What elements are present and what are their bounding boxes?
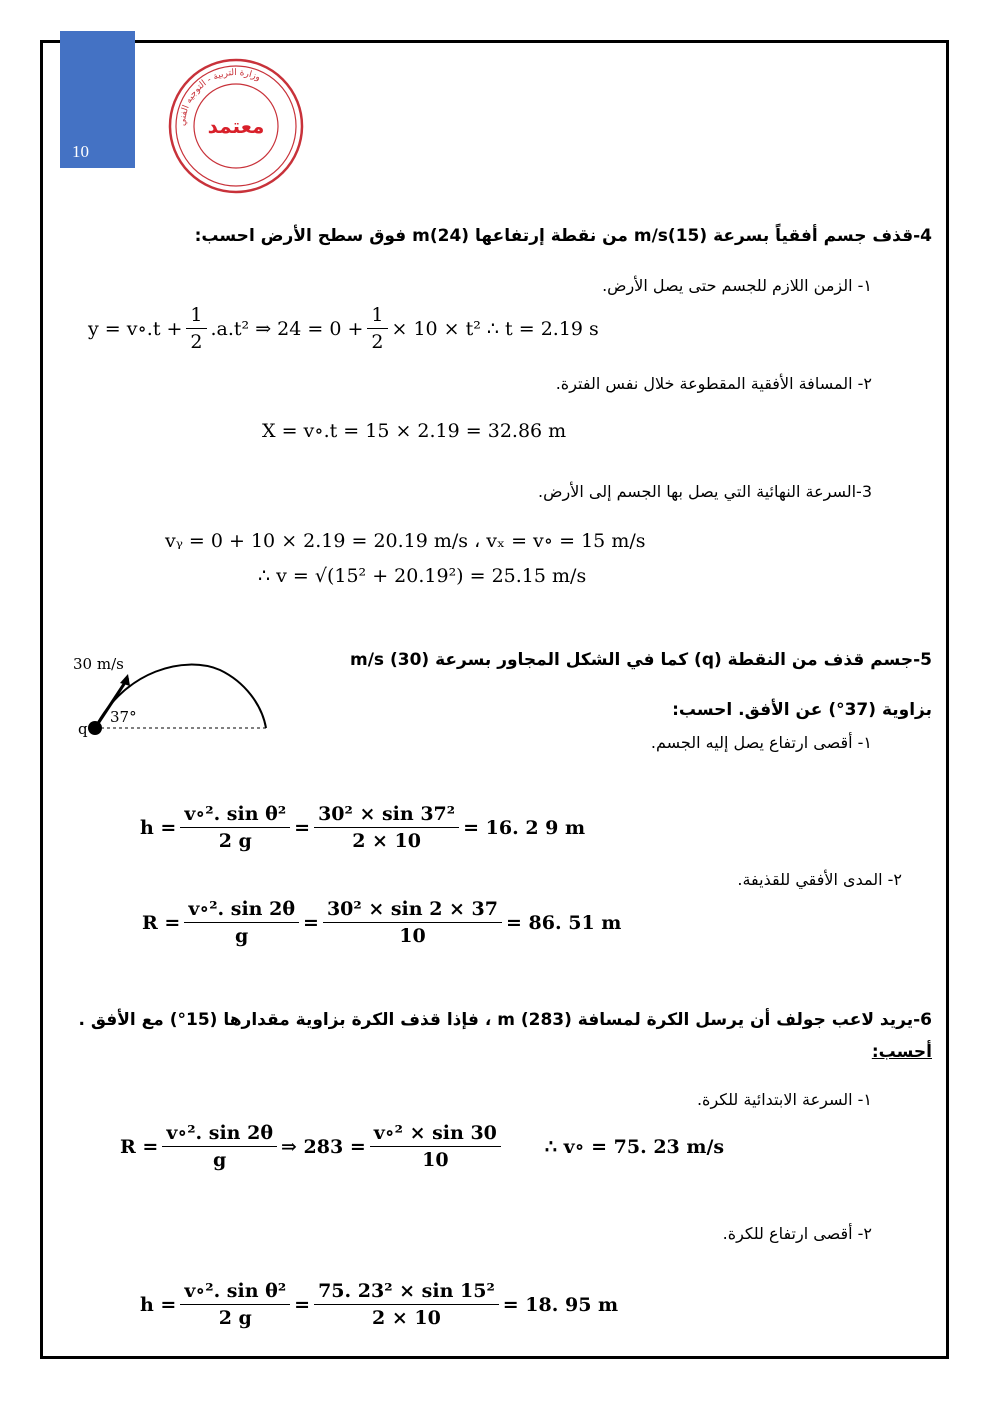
q5-eq2-frac1: $\frac{\text{v∘². sin 2θ}}{g}$: [184, 898, 299, 947]
q6-eq2: h = $\frac{\text{v∘². sin θ²}}{2 g}$ = $\frac{\text{75. 23² × sin 15²}}{2 \times 10}$ = 18. 95 m: [140, 1280, 619, 1329]
velocity-arrowhead: [120, 674, 130, 686]
q4-eq3a: vᵧ = 0 + 10 × 2.19 = 20.19 m/s ، vₓ = v∘ = 15 m/s: [165, 530, 646, 552]
q4-eq1-frac1: $\frac{1}{2}$: [186, 304, 206, 353]
q6-sub1: ١- السرعة الابتدائية للكرة.: [696, 1090, 872, 1109]
q4-eq1-lhs: y = v∘.t +: [88, 317, 183, 340]
q5-eq1-frac2: $\frac{\text{30² × sin 37²}}{2 \times 10}$: [314, 803, 459, 852]
q4-eq2: X = v∘.t = 15 × 2.19 = 32.86 m: [262, 420, 567, 442]
q5-title-line1: 5-جسم قذف من النقطة (q) كما في الشكل المجاور بسرعة (30) m/s: [349, 650, 932, 670]
q6-eq2-frac1: $\frac{\text{v∘². sin θ²}}{2 g}$: [180, 1280, 290, 1329]
q4-sub2: ٢- المسافة الأفقية المقطوعة خلال نفس الفترة.: [555, 374, 872, 393]
stamp-center-text: معتمد: [207, 114, 265, 138]
q5-eq2-frac2: $\frac{\text{30² × sin 2 × 37}}{10}$: [323, 898, 502, 947]
q5-sub1: ١- أقصى ارتفاع يصل إليه الجسم.: [650, 733, 872, 752]
q4-eq1-frac2: $\frac{1}{2}$: [367, 304, 387, 353]
q6-eq2-frac2: $\frac{\text{75. 23² × sin 15²}}{2 \times 10}$: [314, 1280, 499, 1329]
stamp-ring-text: وزارة التربية - التوجيه الفني: [177, 67, 262, 127]
q4-eq1: [88, 304, 599, 353]
diagram-point-label: q: [78, 720, 88, 738]
q5-title-line2: بزاوية (37°) عن الأفق. احسب:: [672, 700, 932, 720]
q4-eq1-mid: .a.t² ⇒ 24 = 0 +: [210, 317, 364, 340]
q6-eq1-frac1: $\frac{\text{v∘². sin 2θ}}{g}$: [162, 1122, 277, 1171]
q4-sub1: ١- الزمن اللازم للجسم حتى يصل الأرض.: [602, 276, 872, 295]
page-number: 10: [72, 142, 89, 161]
q6-sub2: ٢- أقصى ارتفاع للكرة.: [722, 1224, 872, 1243]
q5-eq1: h = $\frac{\text{v∘². sin θ²}}{2 g}$ = $\frac{\text{30² × sin 37²}}{2 \times 10}$ = 16. 2 9 m: [140, 803, 586, 852]
diagram-angle-label: 37°: [110, 708, 137, 726]
diagram-speed-label: 30 m/s: [73, 655, 124, 673]
q4-sub3: 3-السرعة النهائية التي يصل بها الجسم إلى الأرض.: [538, 482, 872, 501]
launch-point: [88, 721, 102, 735]
q6-ahsib: أحسب:: [871, 1042, 932, 1062]
q5-eq2: R = $\frac{\text{v∘². sin 2θ}}{g}$ = $\frac{\text{30² × sin 2 × 37}}{10}$ = 86. 51 m: [142, 898, 622, 947]
q6-title: 6-يريد لاعب جولف أن يرسل الكرة لمسافة m (283) ، فإذا قذف الكرة بزاوية مقدارها (15°) مع الأفق .: [78, 1010, 932, 1030]
q6-eq1: R = $\frac{\text{v∘². sin 2θ}}{g}$ ⇒ 283 = $\frac{\text{v∘² × sin 30}}{10}$ ∴ v∘ = 75. 23 m/s: [120, 1122, 725, 1171]
q4-eq1-rhs: × 10 × t² ∴ t = 2.19 s: [391, 317, 599, 340]
q4-title: 4-قذف جسم أفقياً بسرعة (15)m/s من نقطة إرتفاعها (24)m فوق سطح الأرض احسب:: [194, 226, 932, 246]
q5-sub2: ٢- المدى الأفقي للقذيفة.: [737, 870, 902, 889]
q5-eq1-frac1: $\frac{\text{v∘². sin θ²}}{2 g}$: [180, 803, 290, 852]
q4-eq3b: ∴ v = √(15² + 20.19²) = 25.15 m/s: [258, 565, 587, 587]
approval-stamp: [166, 56, 306, 196]
q6-eq1-frac2: $\frac{\text{v∘² × sin 30}}{10}$: [370, 1122, 501, 1171]
